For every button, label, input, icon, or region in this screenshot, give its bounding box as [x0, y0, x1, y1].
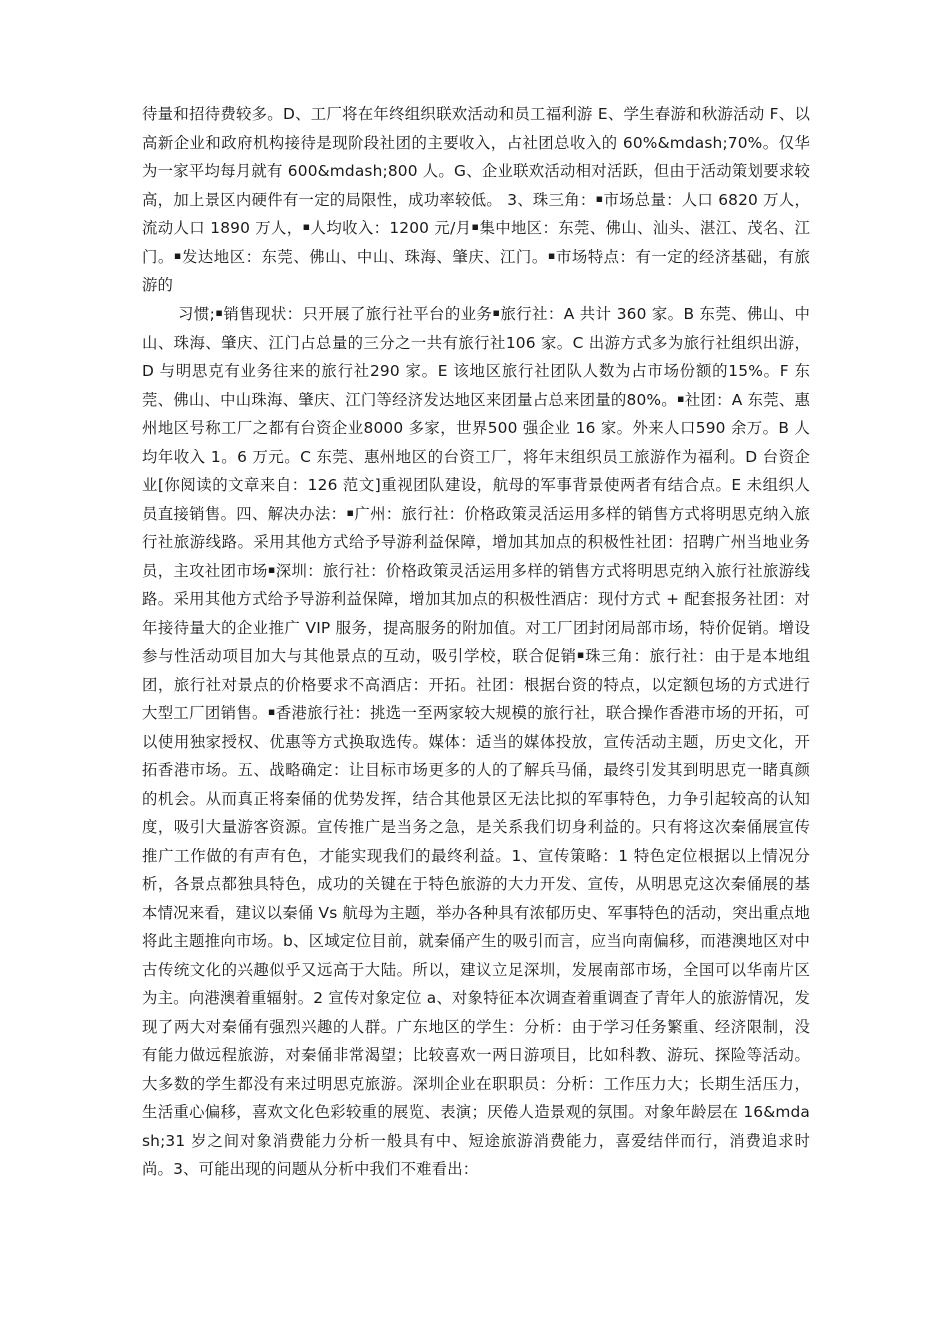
body-paragraph-1: 待量和招待费较多。D、工厂将在年终组织联欢活动和员工福利游 E、学生春游和秋游活动 F、以高新企业和政府机构接待是现阶段社团的主要收入，占社团总收入的 60%&mdash;70%。仅华为一家平均每月就有 600&mdash;800 人。G、企业联欢活动相对活跃，但由于活动策划要求较高，加上景区内硬件有一定的局限性，成功率较低。 3、珠三角：￭市场总量：人口 6820 万人，流动人口 1890 万人，￭人均收入：1200 元/月￭集中地区：东莞、佛山、汕头、湛江、茂名、江门。￭发达地区：东莞、佛山、中山、珠海、肇庆、江门。￭市场特点：有一定的经济基础，有旅游的 — [142, 105, 810, 294]
body-paragraph-2: 习惯;￭销售现状：只开展了旅行社平台的业务￭旅行社：A 共计 360 家。B 东莞、佛山、中山、珠海、肇庆、江门占总量的三分之一共有旅行社106 家。C 出游方式多为旅行社组织出游，D 与明思克有业务往来的旅行社290 家。E 该地区旅行社团队人数为占市场份额的15%。F 东莞、佛山、中山珠海、肇庆、江门等经济发达地区来团量占总来团量的80%。￭社团：A 东莞、惠州地区号称工厂之都有台资企业8000 多家，世界500 强企业 16 家。外来人口590 余万。B 人均年收入 1。6 万元。C 东莞、惠州地区的台资工厂，将年末组织员工旅游作为福利。D 台资企业[你阅读的文章来自：126 范文]重视团队建设，航母的军事背景使两者有结合点。E 未组织人员直接销售。四、解决办法：￭广州：旅行社：价格政策灵活运用多样的销售方式将明思克纳入旅行社旅游线路。采用其他方式给予导游利益保障，增加其加点的积极性社团：招聘广州当地业务员，主攻社团市场￭深圳：旅行社：价格政策灵活运用多样的销售方式将明思克纳入旅行社旅游线路。采用其他方式给予导游利益保障，增加其加点的积极性酒店：现付方式 + 配套报务社团：对年接待量大的企业推广 VIP 服务，提高服务的附加值。对工厂团封闭局部市场，特价促销。增设参与性活动项目加大与其他景点的互动，吸引学校，联合促销￭珠三角：旅行社：由于是本地组团，旅行社对景点的价格要求不高酒店：开拓。社团：根据台资的特点，以定额包场的方式进行大型工厂团销售。￭香港旅行社：挑选一至两家较大规模的旅行社，联合操作香港市场的开拓，可以使用独家授权、优惠等方式换取选传。媒体：适当的媒体投放，宣传活动主题，历史文化，开拓香港市场。五、战略确定：让目标市场更多的人的了解兵马俑，最终引发其到明思克一睹真颜的机会。从而真正将秦俑的优势发挥，结合其他景区无法比拟的军事特色，力争引起较高的认知度，吸引大量游客资源。宣传推广是当务之急，是关系我们切身利益的。只有将这次秦俑展宣传推广工作做的有声有色，才能实现我们的最终利益。1、宣传策略：1 特色定位根据以上情况分析，各景点都独具特色，成功的关键在于特色旅游的大力开发、宣传，从明思克这次秦俑展的基本情况来看，建议以秦俑 Vs 航母为主题，举办各种具有浓郁历史、军事特色的活动，突出重点地将此主题推向市场。b、区域定位目前，就秦俑产生的吸引而言，应当向南偏移，而港澳地区对中古传统文化的兴趣似乎又远高于大陆。所以，建议立足深圳，发展南部市场，全国可以华南片区为主。向港澳着重辐射。2 宣传对象定位 a、对象特征本次调查着重调查了青年人的旅游情况，发现了两大对秦俑有强烈兴趣的人群。广东地区的学生：分析：由于学习任务繁重、经济限制，没有能力做远程旅游，对秦俑非常渴望；比较喜欢一两日游项目，比如科教、游玩、探险等活动。大多数的学生都没有来过明思克旅游。深圳企业在职职员：分析：工作压力大；长期生活压力，生活重心偏移，喜欢文化色彩较重的展览、表演；厌倦人造景观的氛围。对象年龄层在 16&mdash;31 岁之间对象消费能力分析一般具有中、短途旅游消费能力，喜爱结伴而行，消费追求时尚。3、可能出现的问题从分析中我们不难看出： — [142, 305, 810, 1178]
